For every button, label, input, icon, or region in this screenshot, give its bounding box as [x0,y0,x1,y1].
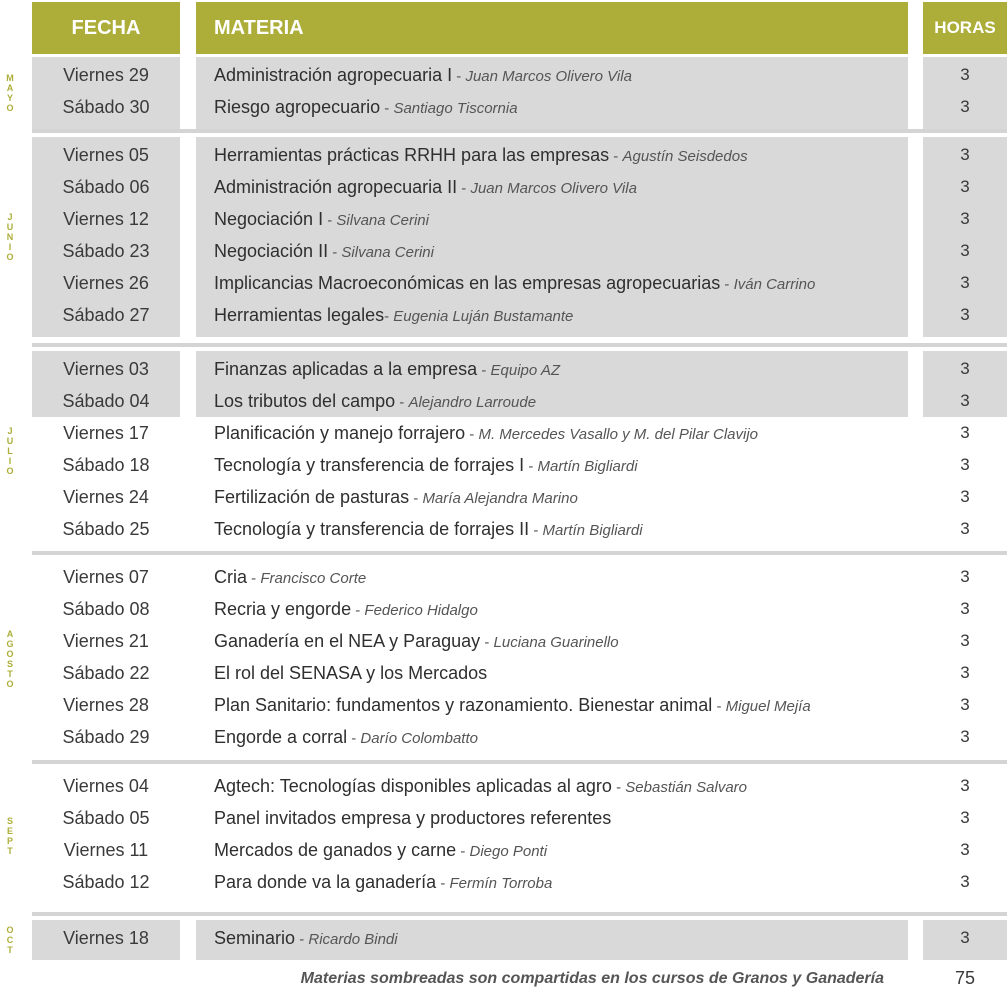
subject-dash: - [456,843,470,860]
subject-professor: Sebastián Salvaro [625,779,748,796]
header-fecha [32,2,180,54]
row-date: Viernes 07 [63,567,149,587]
row-subject [214,267,815,301]
row-hours: 3 [960,776,970,795]
subject-title: Panel invitados empresa y productores referentes [214,808,612,828]
schedule-row [0,139,1007,171]
row-hours: 3 [960,241,970,260]
row-date: Sábado 12 [62,872,150,892]
row-hours: 3 [960,177,970,196]
schedule-row [0,91,1007,123]
row-subject [214,203,429,237]
header-materia [196,2,908,54]
row-subject [214,770,747,804]
row-subject [214,171,637,205]
subject-professor: M. Mercedes Vasallo y M. del Pilar Clavijo [478,426,759,443]
subject-title: Tecnología y transferencia de forrajes I [214,455,525,475]
subject-title: Plan Sanitario: fundamentos y razonamiento. Bienestar animal [214,695,713,715]
row-date: Sábado 23 [62,241,150,261]
row-hours: 3 [960,840,970,859]
row-hours: 3 [960,519,970,538]
row-subject [214,922,398,956]
schedule-row [0,481,1007,513]
schedule-row [0,203,1007,235]
subject-professor: Santiago Tiscornia [393,100,518,117]
subject-title: Administración agropecuaria I [214,65,453,85]
subject-professor: Martín Bigliardi [537,458,638,475]
month-separator [32,760,1007,764]
subject-title: Tecnología y transferencia de forrajes II [214,519,530,539]
month-label: M A Y O [6,73,14,113]
subject-dash: - [328,244,342,261]
subject-professor: Juan Marcos Olivero Vila [465,68,632,85]
subject-dash: - [295,931,309,948]
schedule-row [0,449,1007,481]
subject-professor: Fermín Torroba [449,875,553,892]
row-subject [214,91,518,125]
month-label: J U N I O [6,212,14,262]
schedule-row [0,689,1007,721]
row-subject [214,481,578,515]
month-label: J U L I O [6,426,14,476]
subject-title: Finanzas aplicadas a la empresa [214,359,478,379]
row-date: Viernes 18 [63,928,149,948]
row-date: Sábado 27 [62,305,150,325]
row-hours: 3 [960,663,970,682]
subject-professor: Alejandro Larroude [408,394,537,411]
schedule-row [0,353,1007,385]
subject-dash: - [465,426,479,443]
row-subject [214,689,811,723]
schedule-row [0,922,1007,954]
subject-dash: - [524,458,538,475]
subject-dash: - [247,570,261,587]
row-date: Sábado 06 [62,177,150,197]
subject-title: Riesgo agropecuario [214,97,381,117]
row-date: Viernes 12 [63,209,149,229]
subject-dash: - [611,779,626,796]
row-date: Sábado 30 [62,97,150,117]
row-hours: 3 [960,423,970,442]
subject-dash: - [380,100,394,117]
row-hours: 3 [960,928,970,947]
schedule-row [0,513,1007,545]
subject-professor: Eugenia Luján Bustamante [393,308,574,325]
row-date: Sábado 05 [62,808,150,828]
schedule-row [0,299,1007,331]
schedule-row [0,593,1007,625]
row-subject [214,802,611,834]
schedule-row [0,59,1007,91]
subject-title: Mercados de ganados y carne [214,840,457,860]
subject-professor: Darío Colombatto [360,730,478,747]
row-date: Sábado 29 [62,727,150,747]
schedule-row [0,770,1007,802]
footer-note: Materias sombreadas son compartidas en los cursos de Granos y Ganadería [300,970,884,987]
subject-professor: Ricardo Bindi [308,931,398,948]
subject-title: Engorde a corral [214,727,348,747]
schedule-row [0,385,1007,417]
schedule-row [0,625,1007,657]
row-hours: 3 [960,359,970,378]
row-date: Viernes 04 [63,776,149,796]
schedule-row [0,834,1007,866]
month-separator [32,551,1007,555]
subject-title: Agtech: Tecnologías disponibles aplicadas al agro [214,776,612,796]
row-subject [214,139,748,173]
subject-professor: Silvana Cerini [341,244,434,261]
schedule-row [0,267,1007,299]
subject-title: Cria [214,567,248,587]
row-hours: 3 [960,65,970,84]
row-date: Sábado 18 [62,455,150,475]
schedule-row [0,561,1007,593]
subject-title: Negociación II [214,241,329,261]
row-hours: 3 [960,209,970,228]
header-materia-label: MATERIA [214,16,304,39]
month-label: S E P T [6,816,13,856]
row-subject [214,513,643,547]
subject-professor: Francisco Corte [260,570,367,587]
row-subject [214,449,638,483]
subject-title: El rol del SENASA y los Mercados [214,663,488,683]
row-subject [214,299,573,333]
subject-dash: - [347,730,361,747]
month-label: O C T [6,925,14,955]
schedule-row [0,866,1007,898]
subject-title: Planificación y manejo forrajero [214,423,466,443]
subject-professor: Luciana Guarinello [493,634,619,651]
row-date: Sábado 08 [62,599,150,619]
subject-title: Implicancias Macroeconómicas en las empresas agropecuarias [214,273,721,293]
row-subject [214,866,552,900]
month-separator [32,912,1007,916]
row-subject [214,721,478,755]
row-hours: 3 [960,631,970,650]
schedule-row [0,417,1007,449]
subject-professor: Miguel Mejía [725,698,811,715]
subject-dash: - [384,308,394,325]
subject-dash: - [409,490,423,507]
subject-title: Para donde va la ganadería [214,872,437,892]
subject-dash: - [452,68,466,85]
subject-professor: Silvana Cerini [336,212,429,229]
subject-professor: Agustín Seisdedos [622,148,748,165]
row-hours: 3 [960,695,970,714]
row-date: Viernes 17 [63,423,149,443]
subject-professor: Martín Bigliardi [542,522,643,539]
subject-professor: Iván Carrino [733,276,816,293]
subject-professor: María Alejandra Marino [422,490,578,507]
schedule-row [0,802,1007,834]
row-subject [214,235,434,269]
row-hours: 3 [960,487,970,506]
schedule-row [0,657,1007,689]
subject-dash: - [395,394,409,411]
subject-title: Herramientas legales [214,305,385,325]
row-date: Sábado 25 [62,519,150,539]
subject-title: Recria y engorde [214,599,352,619]
row-date: Viernes 11 [63,840,149,860]
row-date: Sábado 22 [62,663,150,683]
subject-title: Negociación I [214,209,324,229]
row-hours: 3 [960,567,970,586]
subject-dash: - [436,875,450,892]
month-separator [32,343,1007,347]
subject-title: Ganadería en el NEA y Paraguay [214,631,481,651]
row-subject [214,834,547,868]
row-hours: 3 [960,305,970,324]
row-subject [214,417,758,451]
total-hours: 75 [954,968,976,988]
subject-title: Herramientas prácticas RRHH para las empresas [214,145,610,165]
row-hours: 3 [960,872,970,891]
row-hours: 3 [960,391,970,410]
row-date: Viernes 24 [63,487,149,507]
subject-professor: Equipo AZ [490,362,560,379]
row-hours: 3 [960,599,970,618]
subject-dash: - [712,698,726,715]
subject-title: Fertilización de pasturas [214,487,410,507]
row-subject [214,561,366,595]
subject-title: Administración agropecuaria II [214,177,458,197]
row-subject [214,59,632,93]
subject-dash: - [477,362,491,379]
row-date: Viernes 26 [63,273,149,293]
row-subject [214,593,478,627]
row-hours: 3 [960,455,970,474]
header-horas-label: HORAS [934,18,996,37]
row-date: Viernes 28 [63,695,149,715]
row-subject [214,657,487,689]
row-subject [214,625,619,659]
header-horas [923,2,1007,54]
subject-professor: Federico Hidalgo [364,602,478,619]
row-date: Viernes 03 [63,359,149,379]
subject-title: Seminario [214,928,296,948]
row-date: Viernes 21 [63,631,149,651]
subject-dash: - [351,602,365,619]
row-subject [214,385,536,419]
month-separator [32,129,1007,133]
schedule-row [0,721,1007,753]
row-date: Viernes 05 [63,145,149,165]
month-label: A G O S T O [6,629,14,689]
subject-dash: - [720,276,734,293]
row-hours: 3 [960,97,970,116]
subject-title: Los tributos del campo [214,391,396,411]
subject-dash: - [480,634,494,651]
schedule-row [0,235,1007,267]
row-date: Sábado 04 [62,391,150,411]
subject-dash: - [323,212,337,229]
subject-dash: - [609,148,623,165]
subject-professor: Diego Ponti [469,843,548,860]
row-subject [214,353,560,387]
row-hours: 3 [960,727,970,746]
header-fecha-label: FECHA [71,16,141,39]
row-date: Viernes 29 [63,65,149,85]
subject-professor: Juan Marcos Olivero Vila [470,180,637,197]
row-hours: 3 [960,145,970,164]
row-hours: 3 [960,808,970,827]
subject-dash: - [457,180,471,197]
row-hours: 3 [960,273,970,292]
schedule-row [0,171,1007,203]
subject-dash: - [529,522,543,539]
